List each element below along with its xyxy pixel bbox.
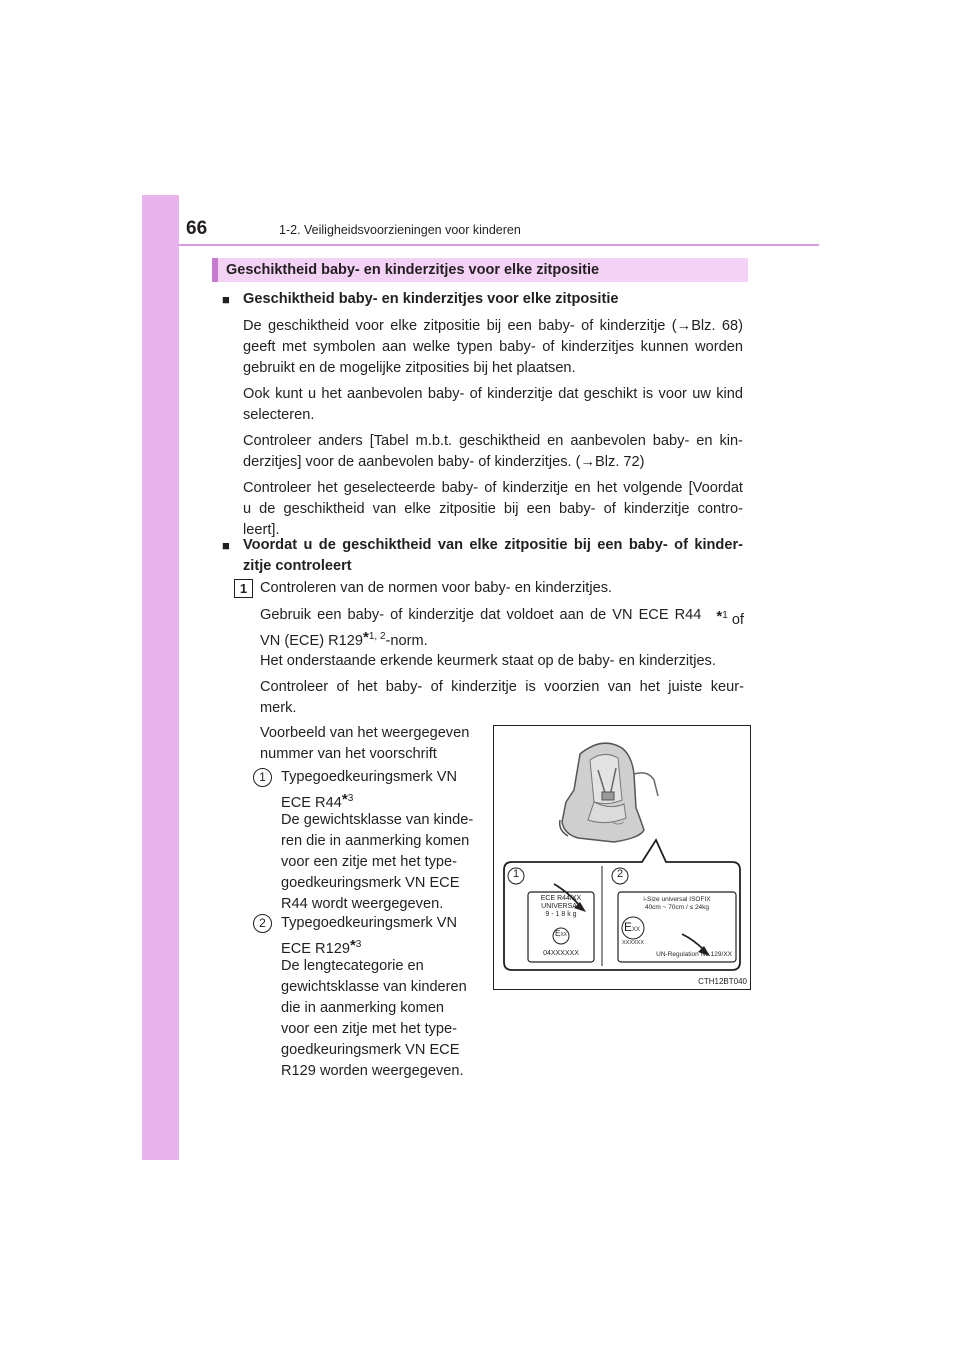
r44-emark (555, 929, 567, 938)
r129-regulation: UN-Regulation No.129/XX (656, 951, 732, 958)
item2-desc6: R129 worden weergegeven. (281, 1063, 464, 1079)
step-number-box: 1 (234, 579, 253, 598)
figure-child-seat-marks (493, 725, 751, 990)
step-line1-tail: of (727, 612, 744, 628)
item2-line2: ECE R129*$^3$ (281, 937, 362, 957)
item1-desc2: ren die in aanmerking komen (281, 833, 470, 849)
footnote-ref: 3 (347, 793, 354, 804)
p4-line3: leert]. (243, 522, 280, 538)
item2-desc5: goedkeuringsmerk VN ECE (281, 1042, 460, 1058)
r129-code: XXXXXX (622, 940, 645, 946)
section-accent (212, 258, 218, 282)
item2-line2-text: ECE R129 (281, 941, 350, 957)
p3-line1: Controleer anders [Tabel m.b.t. geschiktheid en aanbevolen baby- en kin- (243, 433, 743, 449)
r44-line1: ECE R44/XX (540, 895, 582, 902)
header-divider (179, 244, 819, 246)
item2-desc1: De lengtecategorie en (281, 958, 424, 974)
figure-label-1: 1 (512, 868, 520, 880)
step-line2-text: VN (ECE) R129 (260, 633, 363, 649)
p1-line3: gebruikt en de mogelijke zitposities bij het plaatsen. (243, 360, 576, 376)
p3-line2: derzitjes] voor de aanbevolen baby- of kinderzitjes. (→Blz. 72) (243, 454, 645, 470)
item2-line1: Typegoedkeuringsmerk VN (281, 915, 458, 931)
p1-line1: De geschiktheid voor elke zitpositie bij een baby- of kinderzitje (→Blz. 68) (243, 318, 743, 334)
item1-line2: ECE R44*$^3$ (281, 791, 354, 811)
item2-number: 2 (253, 914, 272, 933)
item1-number: 1 (253, 768, 272, 787)
p2-line1: Ook kunt u het aanbevolen baby- of kinderzitje dat geschikt is voor uw kind (243, 386, 743, 402)
block1-heading: Geschiktheid baby- en kinderzitjes voor elke zitpositie (243, 291, 619, 307)
section-title: Geschiktheid baby- en kinderzitjes voor elke zitpositie (226, 262, 600, 278)
step-line1-end: *$^1$ of (716, 608, 744, 628)
footnote-ref: 1 (722, 610, 728, 621)
step-title: Controleren van de normen voor baby- en kinderzitjes. (260, 580, 613, 596)
item2-desc2: gewichtsklasse van kinderen (281, 979, 467, 995)
item1-desc4: goedkeuringsmerk VN ECE (281, 875, 460, 891)
example-line2: nummer van het voorschrift (260, 746, 437, 762)
item1-desc3: voor een zitje met het type- (281, 854, 458, 870)
step-line1-text: Gebruik een baby- of kinderzitje dat voldoet aan de VN ECE R44 (260, 607, 702, 623)
step-line2-tail: -norm. (385, 633, 428, 649)
step-line5: merk. (260, 700, 297, 716)
square-bullet-icon: ■ (222, 538, 230, 553)
r44-emark-letter: E (555, 929, 561, 938)
example-line1: Voorbeeld van het weergegeven (260, 725, 470, 741)
sidebar-tab (142, 195, 179, 1160)
footnote-ref: 3 (355, 939, 362, 950)
page-number: 66 (186, 218, 208, 239)
r129-emark-sub: XX (632, 927, 641, 933)
r44-line3: 9 - 1 8 k g (545, 911, 577, 918)
p1-line2: geeft met symbolen aan welke typen baby- of kinderzitjes kunnen worden (243, 339, 743, 355)
r44-emark-sub: XX (560, 932, 568, 938)
item1-line1: Typegoedkeuringsmerk VN (281, 769, 458, 785)
item1-desc1: De gewichtsklasse van kinde- (281, 812, 474, 828)
r129-emark (624, 920, 640, 934)
item2-desc4: voor een zitje met het type- (281, 1021, 458, 1037)
p2-line2: selecteren. (243, 407, 315, 423)
step-line4: Controleer of het baby- of kinderzitje is voorzien van het juiste keur- (260, 679, 744, 695)
block2-heading-line1: Voordat u de geschiktheid van elke zitpositie bij een baby- of kinder- (243, 537, 743, 553)
block2-heading-line2: zitje controleert (243, 558, 352, 574)
r44-code: 04XXXXXX (543, 950, 579, 957)
figure-code: CTH12BT040 (698, 977, 747, 986)
running-head: 1-2. Veiligheidsvoorzieningen voor kinderen (279, 223, 521, 237)
section-title-bar (212, 258, 748, 282)
footnote-ref: 1, 2 (368, 631, 386, 642)
r129-emark-letter: E (624, 920, 633, 934)
item1-line2-text: ECE R44 (281, 795, 342, 811)
item2-desc3: die in aanmerking komen (281, 1000, 445, 1016)
r129-line2: 40cm ~ 70cm / ≤ 24kg (644, 904, 710, 911)
r44-label (528, 895, 594, 919)
figure-label-2: 2 (616, 868, 624, 880)
item1-desc5: R44 wordt weergegeven. (281, 896, 444, 912)
step-line2: VN (ECE) R129*$^{1, 2}$-norm. (260, 629, 428, 649)
square-bullet-icon: ■ (222, 292, 230, 307)
step-line3: Het onderstaande erkende keurmerk staat op de baby- en kinderzitjes. (260, 653, 716, 669)
r129-line1: i-Size universal ISOFIX (643, 896, 711, 903)
p4-line1: Controleer het geselecteerde baby- of kinderzitje en het volgende [Voordat (243, 480, 743, 496)
p4-line2: u de geschiktheid van elke zitpositie bij een baby- of kinderzitje contro- (243, 501, 743, 517)
r44-line2: UNIVERSAL (541, 903, 581, 910)
